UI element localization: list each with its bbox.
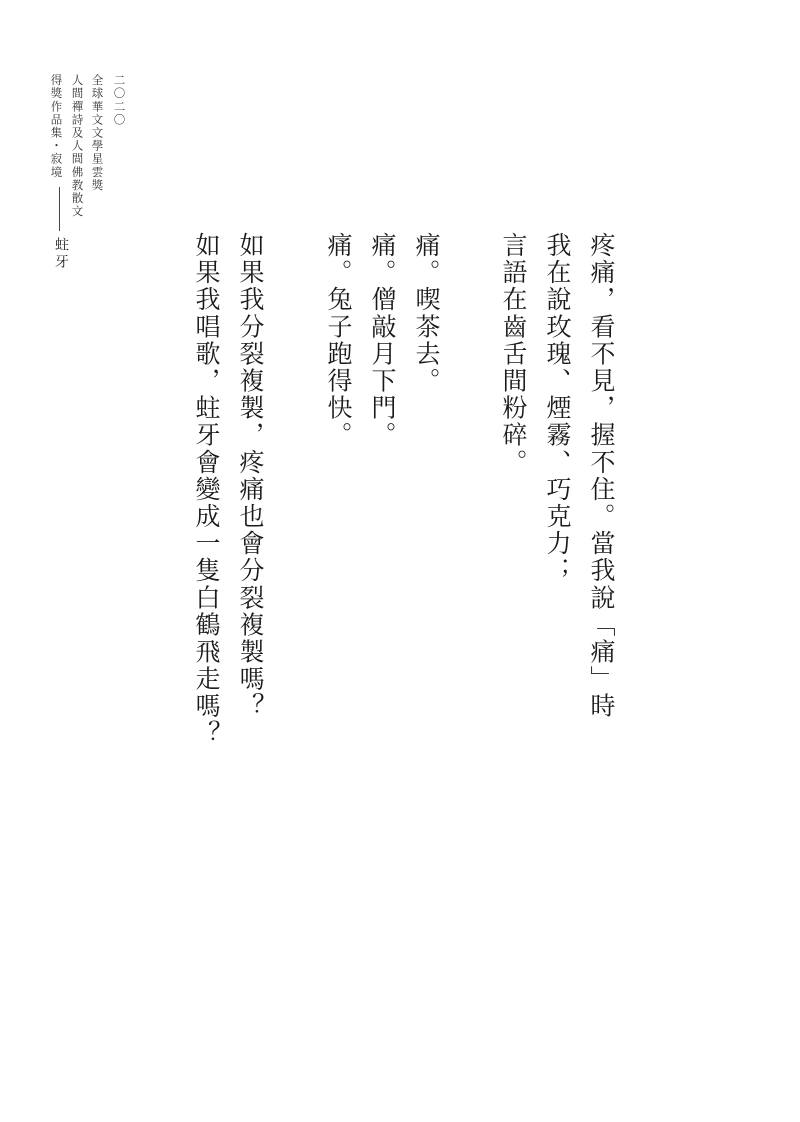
header-category: 人間禪詩及人間佛教散文 [70, 74, 85, 219]
poem-line: 疼痛，看不見，握不住。當我說「痛」時 [587, 232, 616, 720]
header-year: 二〇二〇 [112, 74, 127, 127]
poem-line: 痛。僧敲月下門。 [368, 232, 397, 449]
poem-line: 我在說玫瑰、煙霧、巧克力； [543, 232, 572, 585]
header-award-name: 全球華文文學星雲獎 [90, 74, 105, 192]
poem-line: 如果我分裂複製，疼痛也會分裂複製嗎？ [236, 232, 265, 720]
header-poem-title: 蛀牙 [53, 237, 69, 271]
header-collection-title: 得獎作品集・寂境 [49, 74, 64, 179]
header-divider-rule [59, 187, 60, 231]
poem-line: 痛。喫茶去。 [412, 232, 441, 395]
poem-line: 言語在齒舌間粉碎。 [499, 232, 528, 476]
poem-line: 如果我唱歌，蛀牙會變成一隻白鶴飛走嗎？ [192, 232, 221, 747]
poem-line: 痛。兔子跑得快。 [324, 232, 353, 449]
